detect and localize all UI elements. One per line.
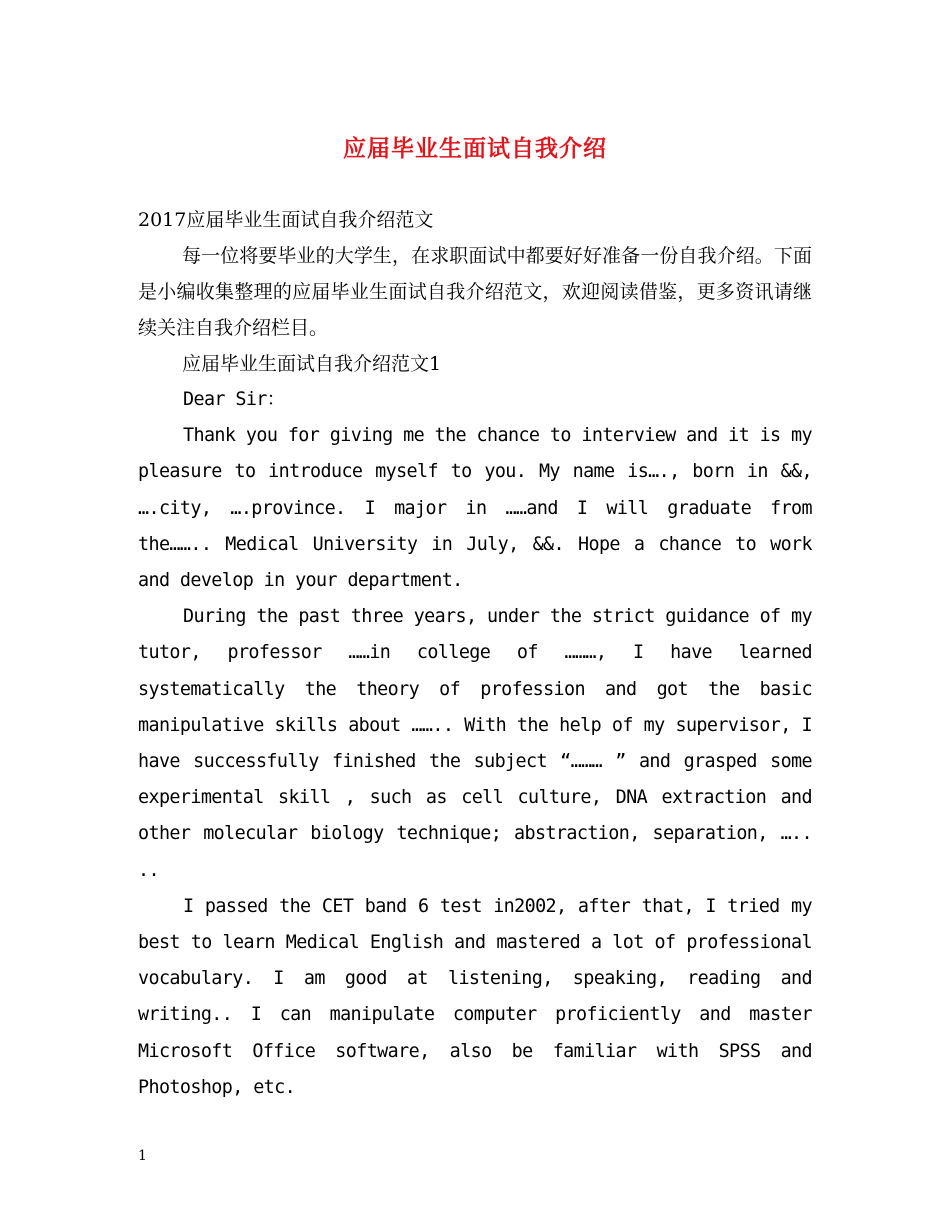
document-body (138, 202, 812, 1106)
intro-paragraph: 每一位将要毕业的大学生，在求职面试中都要好好准备一份自我介绍。下面是小编收集整理的应届毕业生面试自我介绍范文，欢迎阅读借鉴，更多资讯请继续关注自我介绍栏目。 (138, 245, 812, 339)
salutation: Dear Sir： (183, 389, 285, 410)
article-heading: 2017应届毕业生面试自我介绍范文 (138, 209, 434, 231)
body-paragraph: Thank you for giving me the chance to interview and it is my pleasure to introduce myself to you. My name is…., born in &&, ….city, ….province. I major in ……and I will graduate from the…….. Medical University in July, &&. Hope a chance to work and develop in your department. (138, 425, 812, 592)
body-paragraph: During the past three years, under the strict guidance of my tutor, professor ……in college of ………, I have learned systematically the theory of profession and got the basic manipulative skills about …….. With the help of my supervisor, I have successfully finished the subject “……… ” and grasped some experimental skill , such as cell culture, DNA extraction and other molecular biology technique; abstraction, separation, ….. .. (138, 606, 812, 881)
body-paragraph: I passed the CET band 6 test in2002, after that, I tried my best to learn Medical English and mastered a lot of professional vocabulary. I am good at listening, speaking, reading and writing.. I can manipulate computer proficiently and master Microsoft Office software, also be familiar with SPSS and Photoshop, etc. (138, 895, 812, 1098)
page-number: 1 (138, 1148, 147, 1164)
document-title: 应届毕业生面试自我介绍 (343, 136, 607, 162)
section-title: 应届毕业生面试自我介绍范文1 (182, 353, 442, 375)
